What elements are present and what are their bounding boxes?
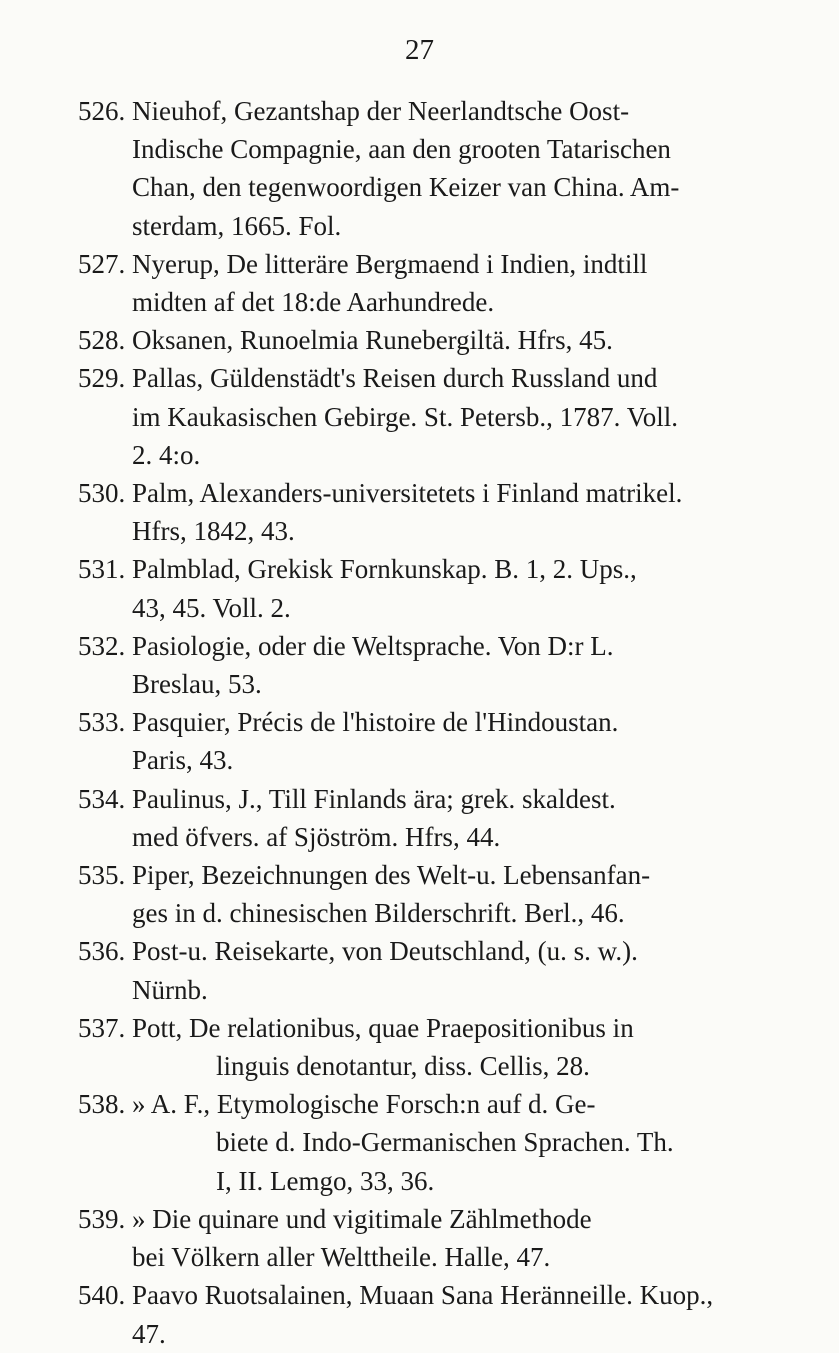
entry-line: Pott, De relationibus, quae Praepositionibus in <box>132 1012 634 1043</box>
entry-number: 538. <box>78 1089 126 1120</box>
entry-529 <box>78 359 758 474</box>
entry-line: Indische Compagnie, aan den grooten Tatarischen <box>132 134 671 165</box>
entry-number: 536. <box>78 936 126 967</box>
entry-528 <box>78 321 758 359</box>
entry-line: Nieuhof, Gezantshap der Neerlandtsche Oost- <box>132 96 630 126</box>
entry-text <box>132 1276 758 1352</box>
entry-527 <box>78 245 758 321</box>
entry-text <box>132 474 758 550</box>
entry-540 <box>78 1276 758 1352</box>
entry-line: 47. <box>132 1318 166 1349</box>
entry-536 <box>78 932 758 1008</box>
entry-text <box>132 932 758 1008</box>
entry-538 <box>78 1085 758 1200</box>
entry-line: med öfvers. af Sjöström. Hfrs, 44. <box>132 821 501 852</box>
entry-line: Pasquier, Précis de l'histoire de l'Hindoustan. <box>132 707 619 738</box>
entry-number: 534. <box>78 783 126 814</box>
entry-list <box>78 92 758 1353</box>
entry-line: midten af det 18:de Aarhundrede. <box>132 287 495 318</box>
entry-line: Paulinus, J., Till Finlands ära; grek. skaldest. <box>132 783 616 814</box>
entry-line: sterdam, 1665. Fol. <box>132 210 342 241</box>
entry-number: 539. <box>78 1203 126 1234</box>
entry-number: 530. <box>78 478 126 509</box>
entry-text <box>132 1200 758 1276</box>
entry-537 <box>78 1009 758 1085</box>
entry-text <box>132 321 758 359</box>
entry-line: Breslau, 53. <box>132 669 262 700</box>
entry-number: 532. <box>78 630 126 661</box>
entry-number: 526. <box>78 96 126 126</box>
entry-531 <box>78 550 758 626</box>
entry-number: 535. <box>78 860 126 891</box>
entry-text <box>132 359 758 474</box>
entry-text <box>132 703 758 779</box>
entry-line: Palm, Alexanders-universitetets i Finland matrikel. <box>132 478 683 509</box>
entry-line: Post-u. Reisekarte, von Deutschland, (u. s. w.). <box>132 936 638 967</box>
entry-535 <box>78 856 758 932</box>
entry-text <box>132 550 758 626</box>
entry-text <box>132 92 758 245</box>
entry-539 <box>78 1200 758 1276</box>
entry-number: 529. <box>78 363 126 394</box>
entry-line: Pallas, Güldenstädt's Reisen durch Russland und <box>132 363 658 394</box>
entry-line: » A. F., Etymologische Forsch:n auf d. Ge- <box>132 1089 596 1120</box>
entry-number: 531. <box>78 554 126 585</box>
entry-text <box>132 780 758 856</box>
entry-line: Oksanen, Runoelmia Runebergiltä. Hfrs, 45. <box>132 325 613 356</box>
entry-line: Paris, 43. <box>132 745 234 776</box>
entry-line: I, II. Lemgo, 33, 36. <box>216 1165 435 1196</box>
entry-line: Pasiologie, oder die Weltsprache. Von D:r L. <box>132 630 614 661</box>
entry-number: 540. <box>78 1280 126 1311</box>
entry-number: 528. <box>78 325 126 356</box>
entry-line: Palmblad, Grekisk Fornkunskap. B. 1, 2. Ups., <box>132 554 637 585</box>
entry-line: Paavo Ruotsalainen, Muaan Sana Heränneille. Kuop., <box>132 1280 714 1311</box>
entry-line: Chan, den tegenwoordigen Keizer van China. Am- <box>132 172 680 203</box>
entry-text <box>132 245 758 321</box>
entry-line: im Kaukasischen Gebirge. St. Petersb., 1787. Voll. <box>132 401 678 432</box>
entry-text <box>132 627 758 703</box>
page-number: 27 <box>405 34 434 66</box>
entry-line: » Die quinare und vigitimale Zählmethode <box>132 1203 592 1234</box>
entry-line: biete d. Indo-Germanischen Sprachen. Th. <box>216 1127 674 1158</box>
entry-534 <box>78 780 758 856</box>
entry-line: ges in d. chinesischen Bilderschrift. Berl., 46. <box>132 898 625 929</box>
entry-line: Nürnb. <box>132 974 208 1005</box>
entry-text <box>132 856 758 932</box>
entry-text <box>132 1085 758 1200</box>
entry-number: 527. <box>78 248 126 279</box>
entry-text <box>132 1009 758 1085</box>
entry-line: Hfrs, 1842, 43. <box>132 516 295 547</box>
entry-line: bei Völkern aller Welttheile. Halle, 47. <box>132 1242 551 1273</box>
entry-line: Nyerup, De litteräre Bergmaend i Indien, indtill <box>132 248 648 279</box>
entry-532 <box>78 627 758 703</box>
entry-530 <box>78 474 758 550</box>
entry-526 <box>78 92 758 245</box>
entry-number: 533. <box>78 707 126 738</box>
entry-533 <box>78 703 758 779</box>
entry-line: linguis denotantur, diss. Cellis, 28. <box>216 1051 590 1082</box>
entry-line: 2. 4:o. <box>132 439 201 470</box>
entry-line: 43, 45. Voll. 2. <box>132 592 291 623</box>
entry-line: Piper, Bezeichnungen des Welt-u. Lebensanfan- <box>132 860 651 891</box>
entry-number: 537. <box>78 1012 126 1043</box>
